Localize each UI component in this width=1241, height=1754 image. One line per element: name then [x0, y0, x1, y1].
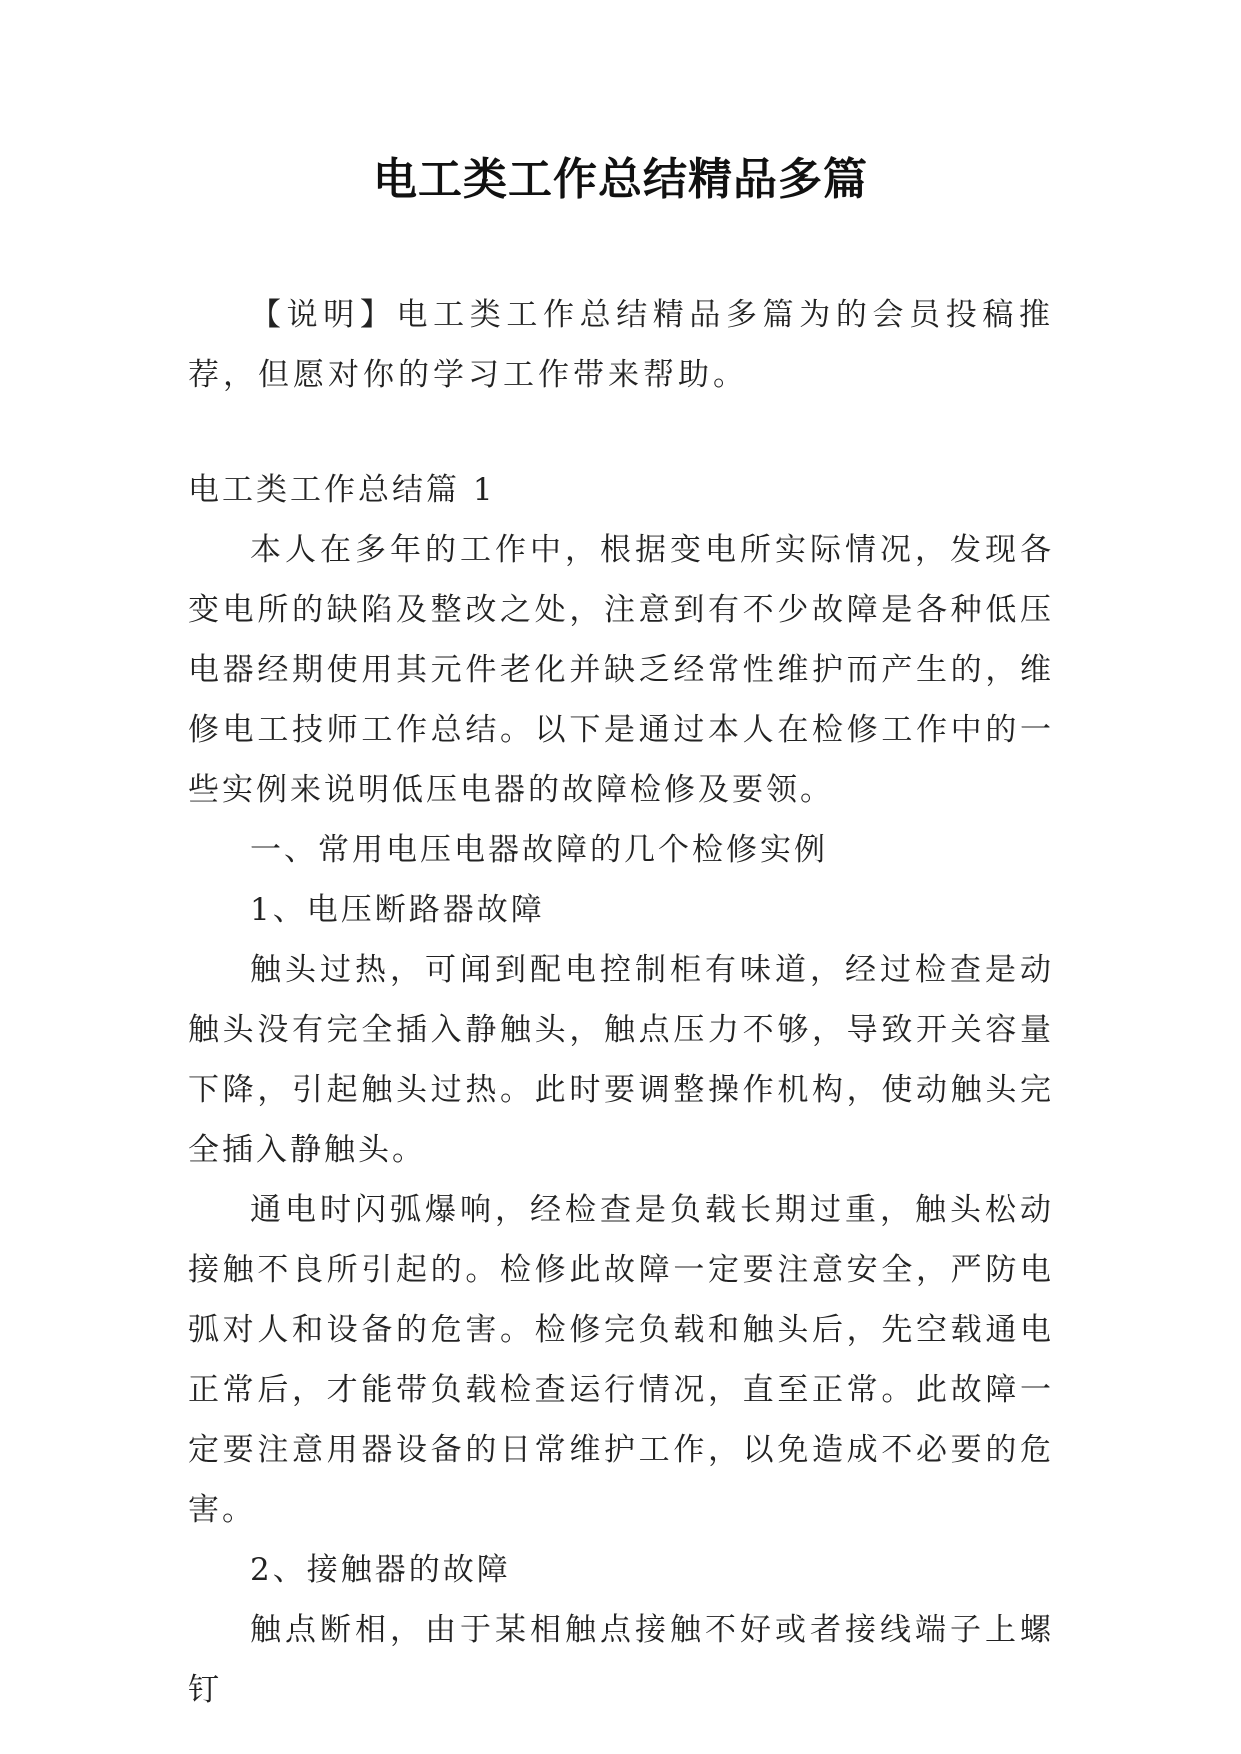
document-title: 电工类工作总结精品多篇: [373, 154, 868, 205]
paragraph: 本人在多年的工作中，根据变电所实际情况，发现各变电所的缺陷及整改之处，注意到有不少故障是各种低压电器经期使用其元件老化并缺乏经常性维护而产生的，维修电工技师工作总结。以下是通过本人在检修工作中的一些实例来说明低压电器的故障检修及要领。: [188, 532, 1054, 808]
intro-paragraph: 【说明】电工类工作总结精品多篇为的会员投稿推荐，但愿对你的学习工作带来帮助。: [188, 297, 1054, 393]
paragraph: 触头过热，可闻到配电控制柜有味道，经过检查是动触头没有完全插入静触头，触点压力不够，导致开关容量下降，引起触头过热。此时要调整操作机构，使动触头完全插入静触头。: [188, 952, 1054, 1168]
content-block: [188, 460, 1054, 1720]
paragraph: 通电时闪弧爆响，经检查是负载长期过重，触头松动接触不良所引起的。检修此故障一定要注意安全，严防电弧对人和设备的危害。检修完负载和触头后，先空载通电正常后，才能带负载检查运行情况，直至正常。此故障一定要注意用器设备的日常维护工作，以免造成不必要的危害。: [188, 1192, 1054, 1528]
section-heading: 电工类工作总结篇 1: [188, 472, 496, 508]
subheading: 2、接触器的故障: [250, 1552, 511, 1588]
subheading: 一、常用电压电器故障的几个检修实例: [250, 832, 828, 868]
paragraph: 触点断相，由于某相触点接触不好或者接线端子上螺钉: [188, 1612, 1054, 1708]
subheading: 1、电压断路器故障: [250, 892, 545, 928]
intro-block: [188, 285, 1054, 405]
